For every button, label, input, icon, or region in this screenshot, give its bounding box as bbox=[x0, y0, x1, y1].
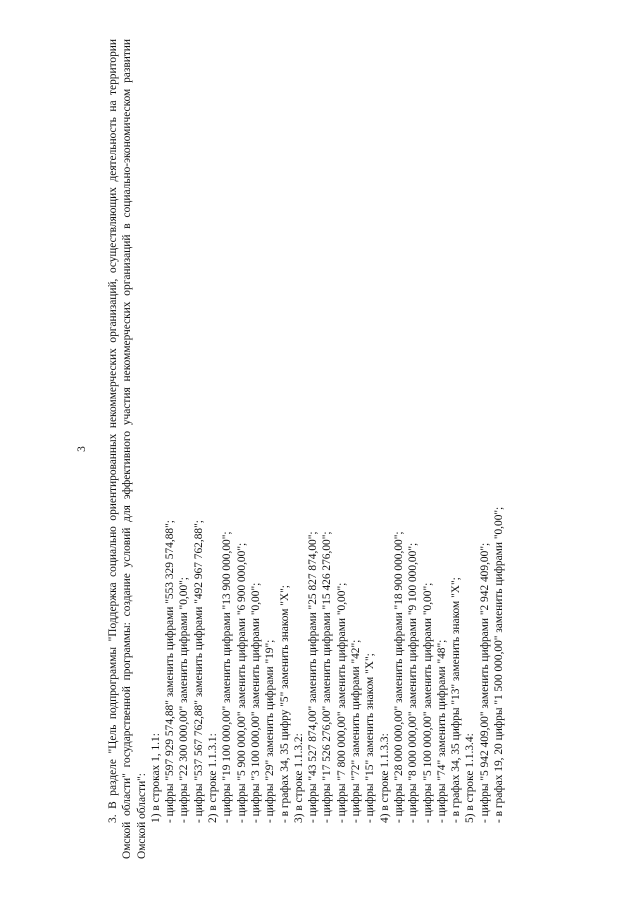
list-item: - цифры "17 526 276,00" заменить цифрами "15 426 276,00"; bbox=[321, 531, 334, 823]
list-item: - цифры "8 000 000,00" заменить цифрами "9 100 000,00"; bbox=[407, 542, 420, 823]
list-item: 3) в строке 1.1.3.2: bbox=[292, 733, 305, 823]
list-item: - цифры "5 100 000,00" заменить цифрами "0,00"; bbox=[421, 582, 434, 823]
list-item: - цифры "74" заменить цифрами "48"; bbox=[435, 639, 448, 823]
list-item: - цифры "537 567 762,88" заменить цифрами "492 967 762,88"; bbox=[192, 520, 205, 823]
list-item: 2) в строке 1.1.3.1: bbox=[207, 733, 220, 823]
list-item: - цифры "43 527 874,00" заменить цифрами "25 827 874,00"; bbox=[307, 531, 320, 823]
list-item: - в графах 34, 35 цифру "5" заменить знаком "X"; bbox=[278, 585, 291, 823]
list-item: 1) в строках 1, 1.1: bbox=[149, 733, 162, 823]
list-item: 5) в строке 1.1.3.4: bbox=[464, 733, 477, 823]
list-item: - в графах 34, 35 цифры "13" заменить знаком "X"; bbox=[450, 577, 463, 823]
document-body bbox=[106, 39, 506, 859]
list-item: - цифры "3 100 000,00" заменить цифрами "0,00"; bbox=[249, 582, 262, 823]
list-item: - цифры "72" заменить цифрами "42"; bbox=[350, 639, 363, 823]
rotated-page bbox=[76, 39, 546, 859]
list-item: - цифры "22 300 000,00" заменить цифрами "0,00"; bbox=[178, 577, 191, 823]
list-item: - цифры "5 942 409,00" заменить цифрами "2 942 409,00"; bbox=[478, 542, 491, 823]
list-item: - цифры "5 900 000,00" заменить цифрами "6 900 000,00"; bbox=[235, 542, 248, 823]
page-number: 3 bbox=[76, 446, 88, 452]
list-item: - в графах 19, 20 цифры "1 500 000,00" заменить цифрами "0,00"; bbox=[493, 506, 506, 823]
list-item: 4) в строке 1.1.3.3: bbox=[378, 733, 391, 823]
list-item: - цифры "7 800 000,00" заменить цифрами "0,00"; bbox=[335, 582, 348, 823]
intro-paragraph: 3. В разделе "Цель подпрограммы "Поддержка социально ориентированных некоммерческих организаций, осуществляющих деятельность на территории Омской области" государственной программы: создание условий для эффективного участия некоммерческих организаций в социально-экономическом развитии Омской области": bbox=[107, 39, 148, 859]
list-item: - цифры "28 000 000,00" заменить цифрами "18 900 000,00"; bbox=[392, 531, 405, 823]
list-item: - цифры "597 929 574,88" заменить цифрами "553 329 574,88"; bbox=[164, 520, 177, 823]
list-item: - цифры "19 100 000,00" заменить цифрами "13 900 000,00"; bbox=[221, 531, 234, 823]
list-item: - цифры "15" заменить знаком "X"; bbox=[364, 653, 377, 823]
list-item: - цифры "29" заменить цифрами "19"; bbox=[264, 639, 277, 823]
